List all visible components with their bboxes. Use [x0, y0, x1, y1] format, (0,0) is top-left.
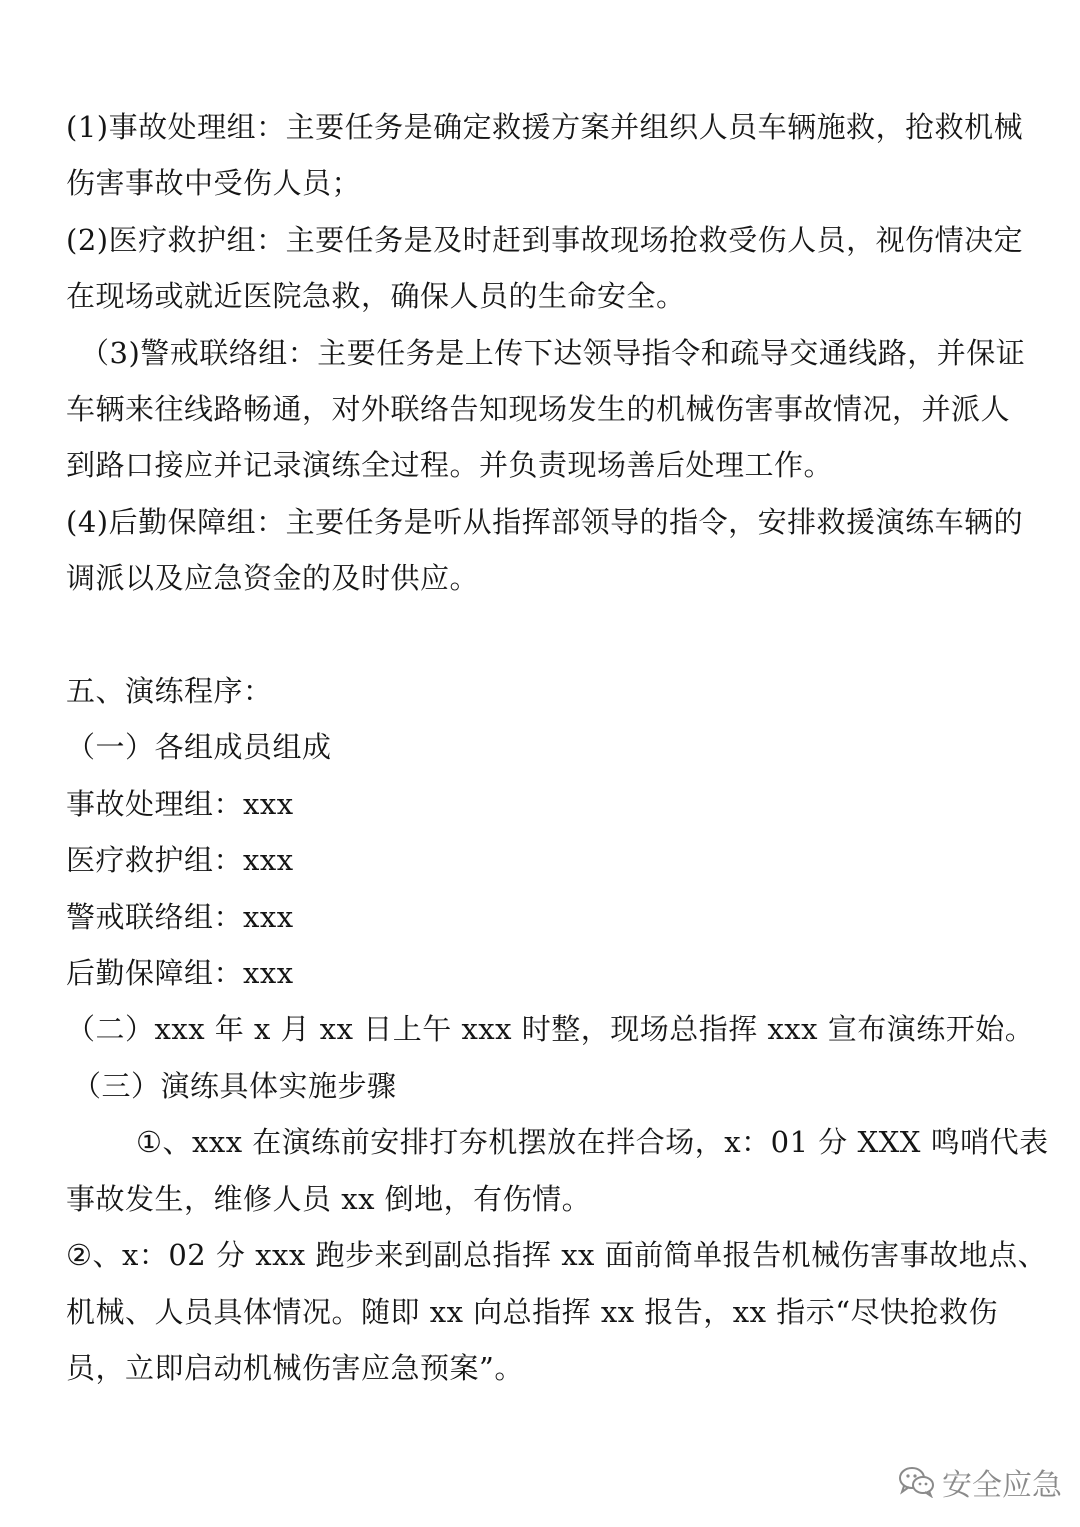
text-line: 后勤保障组：xxx — [66, 956, 294, 990]
text-line: 调派以及应急资金的及时供应。 — [66, 561, 480, 595]
text-line: 到路口接应并记录演练全过程。并负责现场善后处理工作。 — [66, 448, 834, 482]
text-line: 医疗救护组：xxx — [66, 843, 294, 877]
subsection-heading: （三）演练具体实施步骤 — [72, 1069, 397, 1103]
subsection-heading: （一）各组成员组成 — [66, 730, 332, 764]
text-line: (2)医疗救护组：主要任务是及时赶到事故现场抢救受伤人员，视伤情决定 — [66, 223, 1024, 257]
text-line: ①、xxx 在演练前安排打夯机摆放在拌合场，x：01 分 XXX 鸣哨代表 — [136, 1125, 1049, 1159]
section-heading: 五、演练程序： — [66, 674, 273, 708]
text-line: 机械、人员具体情况。随即 xx 向总指挥 xx 报告，xx 指示“尽快抢救伤 — [66, 1295, 999, 1329]
wechat-icon — [898, 1466, 936, 1498]
text-line: (1)事故处理组：主要任务是确定救援方案并组织人员车辆施救，抢救机械 — [66, 110, 1024, 144]
subsection-heading: （二）xxx 年 x 月 xx 日上午 xxx 时整，现场总指挥 xxx 宣布演练开始。 — [66, 1012, 1035, 1046]
text-line: 员，立即启动机械伤害应急预案”。 — [66, 1351, 524, 1385]
text-line: ②、x：02 分 xxx 跑步来到副总指挥 xx 面前简单报告机械伤害事故地点、 — [66, 1238, 1048, 1272]
text-line: 伤害事故中受伤人员； — [66, 166, 362, 200]
text-line: (4)后勤保障组：主要任务是听从指挥部领导的指令，安排救援演练车辆的 — [66, 505, 1024, 539]
text-line: 事故发生，维修人员 xx 倒地，有伤情。 — [66, 1182, 592, 1216]
text-line: 在现场或就近医院急救，确保人员的生命安全。 — [66, 279, 686, 313]
watermark — [898, 1458, 1062, 1506]
text-line: 事故处理组：xxx — [66, 787, 294, 821]
text-line: 车辆来往线路畅通，对外联络告知现场发生的机械伤害事故情况，并派人 — [66, 392, 1011, 426]
text-line: 警戒联络组：xxx — [66, 900, 294, 934]
watermark-text: 安全应急 — [942, 1468, 1062, 1503]
text-line: （3)警戒联络组：主要任务是上传下达领导指令和疏导交通线路，并保证 — [80, 336, 1026, 370]
